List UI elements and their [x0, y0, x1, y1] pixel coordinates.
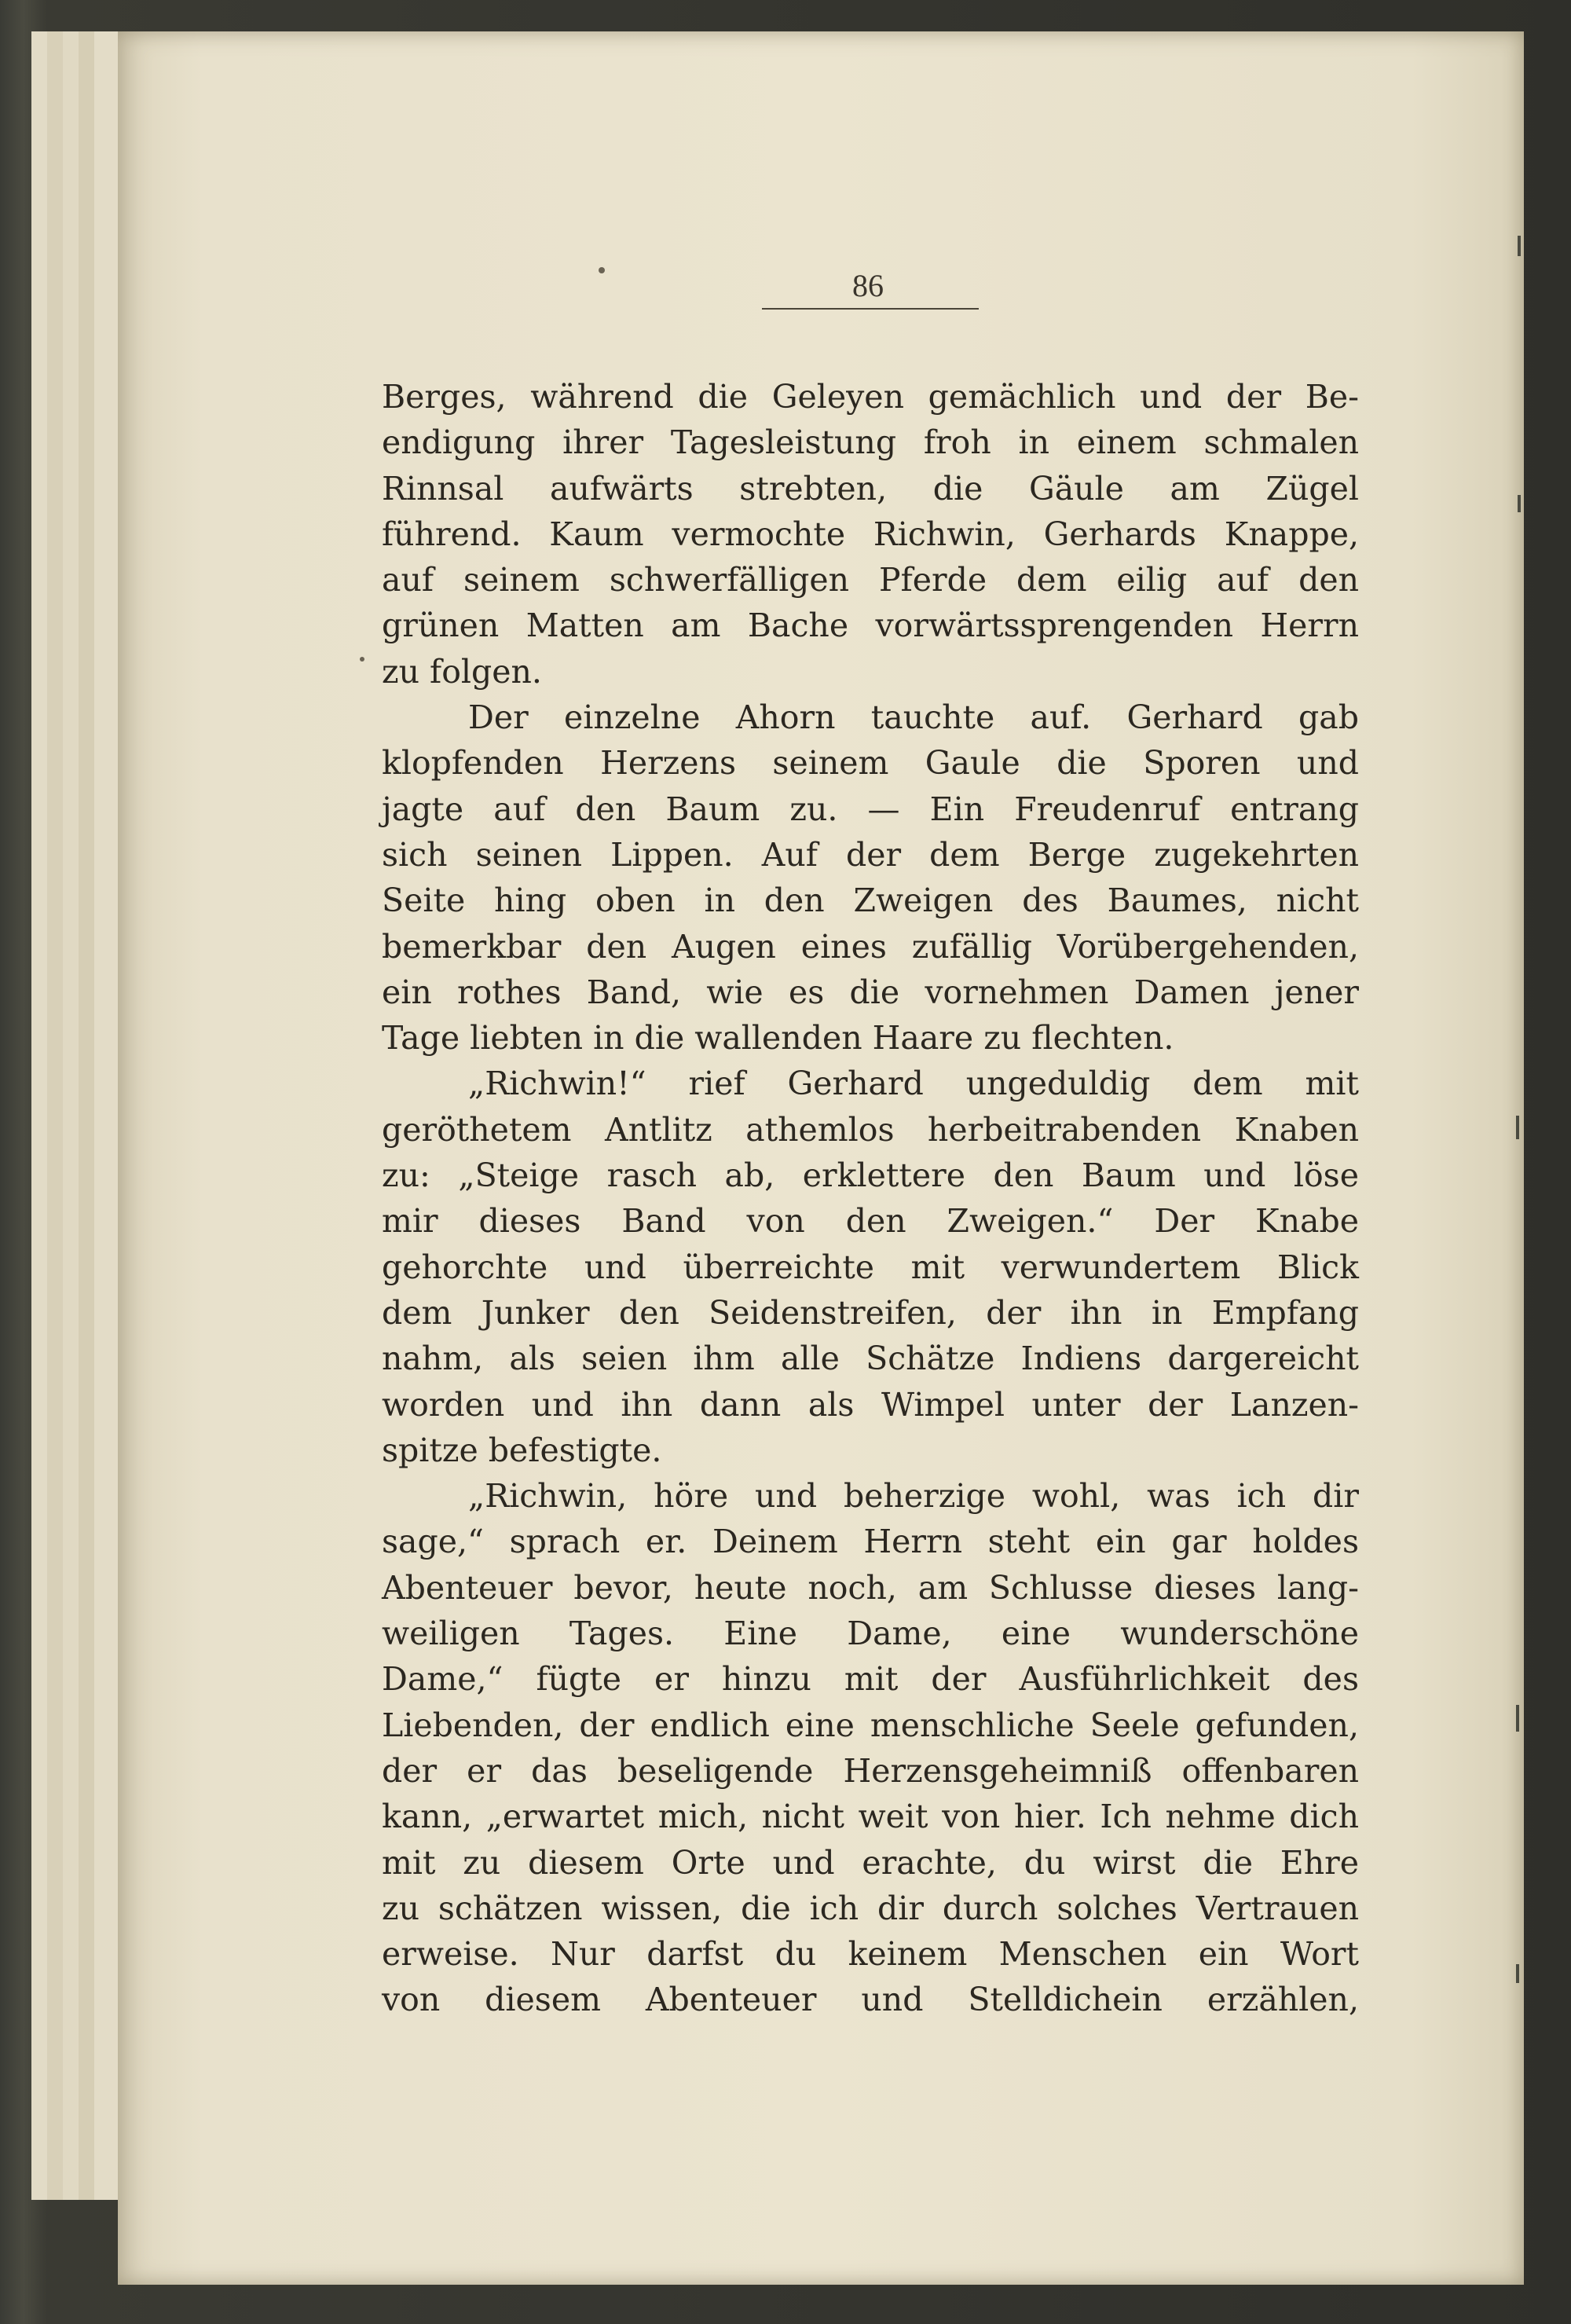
text-line: Rinnsal aufwärts strebten, die Gäule am Zügel: [382, 469, 1359, 508]
text-line: jagte auf den Baum zu. — Ein Freudenruf entrang: [382, 790, 1359, 828]
text-line: kann, „erwartet mich, nicht weit von hier. Ich nehme dich: [382, 1798, 1359, 1836]
text-line: führend. Kaum vermochte Richwin, Gerhards Knappe,: [382, 515, 1359, 553]
text-line: worden und ihn dann als Wimpel unter der Lanzen-: [382, 1385, 1359, 1424]
text-line: auf seinem schwerfälligen Pferde dem eilig auf den: [382, 561, 1359, 599]
text-line: endigung ihrer Tagesleistung froh in einem schmalen: [382, 423, 1359, 462]
text-line: „Richwin!“ rief Gerhard ungeduldig dem mit: [468, 1065, 1359, 1103]
text-line: Dame,“ fügte er hinzu mit der Ausführlichkeit des: [382, 1660, 1359, 1699]
text-line: Abenteuer bevor, heute noch, am Schlusse dieses lang-: [382, 1568, 1359, 1607]
paper-speck: [599, 267, 605, 273]
text-line: zu schätzen wissen, die ich dir durch solches Vertrauen: [382, 1889, 1359, 1927]
body-text: [382, 374, 1359, 2023]
text-line: Berges, während die Geleyen gemächlich und der Be-: [382, 378, 1359, 416]
text-line: mir dieses Band von den Zweigen.“ Der Knabe: [382, 1202, 1359, 1241]
text-line: Seite hing oben in den Zweigen des Baumes, nicht: [382, 882, 1359, 920]
text-line: der er das beseligende Herzensgeheimniß offenbaren: [382, 1751, 1359, 1790]
header-rule: [762, 308, 979, 310]
text-line: geröthetem Antlitz athemlos herbeitrabenden Knaben: [382, 1110, 1359, 1149]
page-edge-mark: [1516, 1964, 1519, 1983]
text-line: Der einzelne Ahorn tauchte auf. Gerhard gab: [468, 698, 1359, 737]
text-line: sich seinen Lippen. Auf der dem Berge zugekehrten: [382, 835, 1359, 874]
text-line: spitze befestigte.: [382, 1431, 662, 1469]
text-line: mit zu diesem Orte und erachte, du wirst die Ehre: [382, 1843, 1359, 1882]
text-line: zu: „Steige rasch ab, erklettere den Baum und löse: [382, 1157, 1359, 1195]
text-line: nahm, als seien ihm alle Schätze Indiens dargereicht: [382, 1340, 1359, 1378]
text-line: von diesem Abenteuer und Stelldichein erzählen,: [382, 1981, 1359, 2019]
text-line: Tage liebten in die wallenden Haare zu flechten.: [382, 1019, 1174, 1058]
text-line: erweise. Nur darfst du keinem Menschen ein Wort: [382, 1935, 1359, 1974]
text-line: weiligen Tages. Eine Dame, eine wunderschöne: [382, 1615, 1359, 1653]
text-line: zu folgen.: [382, 652, 542, 691]
text-line: ein rothes Band, wie es die vornehmen Damen jener: [382, 973, 1359, 1011]
text-line: „Richwin, höre und beherzige wohl, was ich dir: [468, 1477, 1359, 1516]
page-edge-mark: [1516, 1116, 1519, 1139]
page-edge-mark: [1518, 236, 1521, 256]
text-line: dem Junker den Seidenstreifen, der ihn in Empfang: [382, 1293, 1359, 1332]
text-line: grünen Matten am Bache vorwärtssprengenden Herrn: [382, 607, 1359, 645]
text-line: sage,“ sprach er. Deinem Herrn steht ein gar holdes: [382, 1523, 1359, 1561]
text-line: Liebenden, der endlich eine menschliche Seele gefunden,: [382, 1706, 1359, 1744]
paper-speck: [360, 657, 364, 662]
page-edge-mark: [1516, 1705, 1519, 1732]
text-line: klopfenden Herzens seinem Gaule die Sporen und: [382, 744, 1359, 783]
page-edge-mark: [1518, 495, 1521, 512]
page-number: 86: [852, 268, 884, 303]
text-line: bemerkbar den Augen eines zufällig Vorübergehenden,: [382, 927, 1359, 966]
text-line: gehorchte und überreichte mit verwundertem Blick: [382, 1248, 1359, 1286]
